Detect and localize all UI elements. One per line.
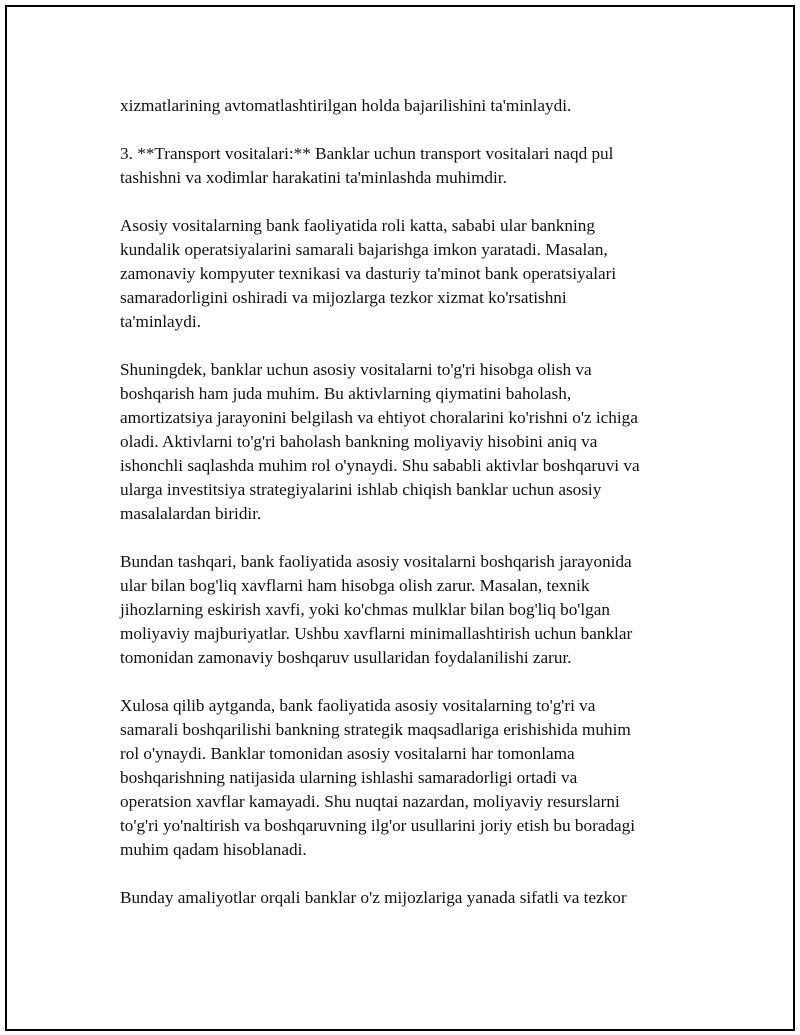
text-line: Asosiy vositalarning bank faoliyatida roli katta, sababi ular bankning (120, 216, 595, 235)
text-line: samaradorligini oshiradi va mijozlarga tezkor xizmat ko'rsatishni (120, 288, 567, 307)
text-line: tashishni va xodimlar harakatini ta'minlashda muhimdir. (120, 168, 507, 187)
text-line: boshqarishning natijasida ularning ishlashi samaradorligi ortadi va (120, 768, 578, 787)
paragraph (120, 886, 680, 910)
text-line: ular bilan bog'liq xavflarni ham hisobga olish zarur. Masalan, texnik (120, 576, 590, 595)
paragraph (120, 142, 680, 190)
text-line: boshqarish ham juda muhim. Bu aktivlarning qiymatini baholash, (120, 384, 572, 403)
text-line: ularga investitsiya strategiyalarini ishlab chiqish banklar uchun asosiy (120, 480, 602, 499)
text-line: rol o'ynaydi. Banklar tomonidan asosiy vositalarni har tomonlama (120, 744, 575, 763)
text-line: masalalardan biridir. (120, 504, 262, 523)
text-line: amortizatsiya jarayonini belgilash va ehtiyot choralarini ko'rishni o'z ichiga (120, 408, 638, 427)
text-line: tomonidan zamonaviy boshqaruv usullaridan foydalanilishi zarur. (120, 648, 572, 667)
text-line: to'g'ri yo'naltirish va boshqaruvning ilg'or usullarini joriy etish bu boradagi (120, 816, 636, 835)
text-line: operatsion xavflar kamayadi. Shu nuqtai nazardan, moliyaviy resurslarni (120, 792, 620, 811)
text-line: moliyaviy majburiyatlar. Ushbu xavflarni minimallashtirish uchun banklar (120, 624, 633, 643)
text-line: Bundan tashqari, bank faoliyatida asosiy vositalarni boshqarish jarayonida (120, 552, 632, 571)
text-line: jihozlarning eskirish xavfi, yoki ko'chmas mulklar bilan bog'liq bo'lgan (120, 600, 610, 619)
text-line: oladi. Aktivlarni to'g'ri baholash bankning moliyaviy hisobini aniq va (120, 432, 598, 451)
text-line: Shuningdek, banklar uchun asosiy vositalarni to'g'ri hisobga olish va (120, 360, 592, 379)
text-line: xizmatlarining avtomatlashtirilgan holda bajarilishini ta'minlaydi. (120, 96, 572, 115)
paragraph (120, 94, 680, 118)
paragraph (120, 550, 680, 670)
text-line: Bunday amaliyotlar orqali banklar o'z mijozlariga yanada sifatli va tezkor (120, 888, 627, 907)
text-line: ta'minlaydi. (120, 312, 201, 331)
paragraph (120, 358, 680, 526)
page-frame (5, 5, 795, 1031)
text-line: samarali boshqarilishi bankning strategik maqsadlariga erishishida muhim (120, 720, 631, 739)
document-body (120, 94, 680, 934)
text-line: kundalik operatsiyalarini samarali bajarishga imkon yaratadi. Masalan, (120, 240, 608, 259)
paragraph (120, 694, 680, 862)
text-line: zamonaviy kompyuter texnikasi va dasturiy ta'minot bank operatsiyalari (120, 264, 617, 283)
text-line: 3. **Transport vositalari:** Banklar uchun transport vositalari naqd pul (120, 144, 614, 163)
text-line: ishonchli saqlashda muhim rol o'ynaydi. Shu sababli aktivlar boshqaruvi va (120, 456, 640, 475)
text-line: muhim qadam hisoblanadi. (120, 840, 307, 859)
text-line: Xulosa qilib aytganda, bank faoliyatida asosiy vositalarning to'g'ri va (120, 696, 596, 715)
paragraph (120, 214, 680, 334)
